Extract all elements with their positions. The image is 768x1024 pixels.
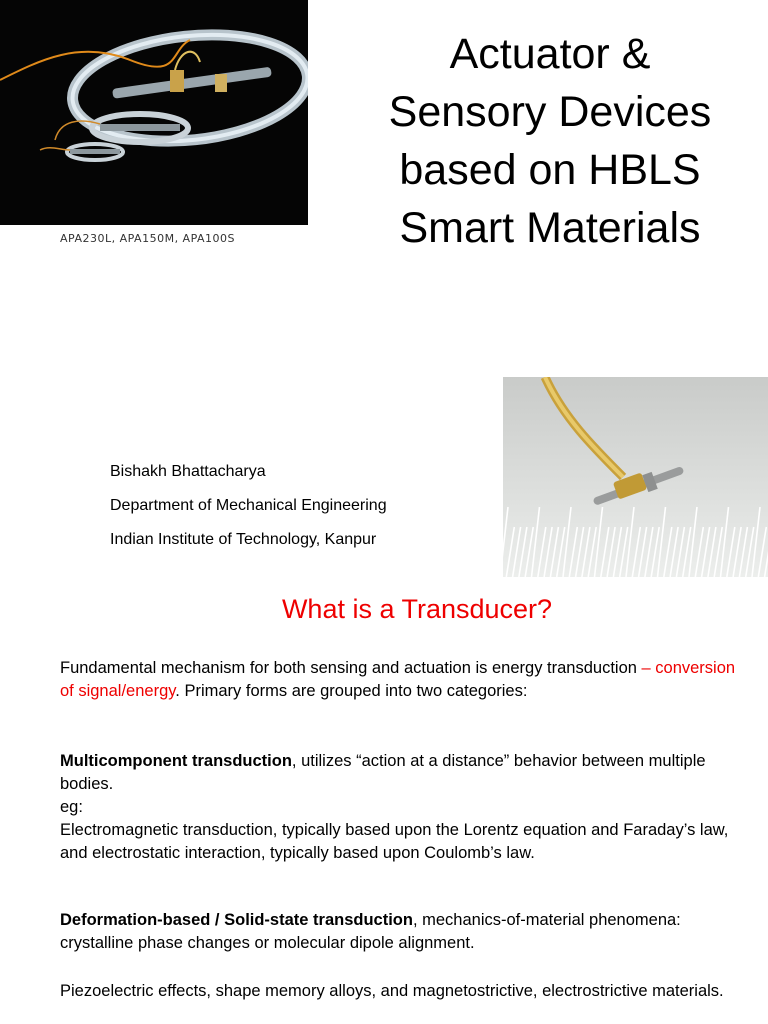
title-line-1: Actuator & — [449, 30, 651, 78]
paragraph-multicomponent — [60, 750, 740, 865]
intro-text: Fundamental mechanism for both sensing and actuation is energy transduction — [60, 659, 642, 677]
actuator-illustration — [0, 0, 308, 225]
paragraph-materials — [60, 980, 740, 1003]
deformation-term: Deformation-based / Solid-state transduction — [60, 911, 413, 929]
deformation-desc: , mechanics-of-material phenomena: crystalline phase changes or molecular dipole alignment. — [60, 911, 681, 952]
multicomponent-term: Multicomponent transduction — [60, 752, 292, 770]
paragraph-deformation — [60, 909, 740, 955]
multicomponent-eg: eg: — [60, 798, 83, 816]
page-title — [345, 25, 755, 257]
author-name: Bishakh Bhattacharya — [110, 463, 266, 480]
intro-highlight: – conversion of signal/energy — [60, 659, 736, 700]
multicomponent-example: Electromagnetic transduction, typically based upon the Lorentz equation and Faraday’s law, and electrostatic interaction, typically based upon Coulomb’s law. — [60, 821, 729, 862]
materials-text: Piezoelectric effects, shape memory alloys, and magnetostrictive, electrostrictive materials. — [60, 982, 724, 1000]
author-department: Department of Mechanical Engineering — [110, 497, 387, 514]
actuator-photo — [0, 0, 308, 225]
section-heading: What is a Transducer? — [281, 594, 553, 624]
title-line-3: based on HBLS — [399, 146, 701, 194]
ruler-photo — [503, 377, 768, 577]
paragraph-intro — [60, 657, 740, 703]
title-line-2: Sensory Devices — [388, 88, 712, 136]
multicomponent-desc: , utilizes “action at a distance” behavior between multiple bodies. — [60, 752, 706, 793]
ruler-illustration — [503, 377, 768, 577]
author-institute: Indian Institute of Technology, Kanpur — [110, 531, 377, 548]
photo-caption: APA230L, APA150M, APA100S — [60, 232, 236, 245]
title-line-4: Smart Materials — [399, 204, 701, 252]
intro-text-end: . Primary forms are grouped into two categories: — [175, 682, 528, 700]
